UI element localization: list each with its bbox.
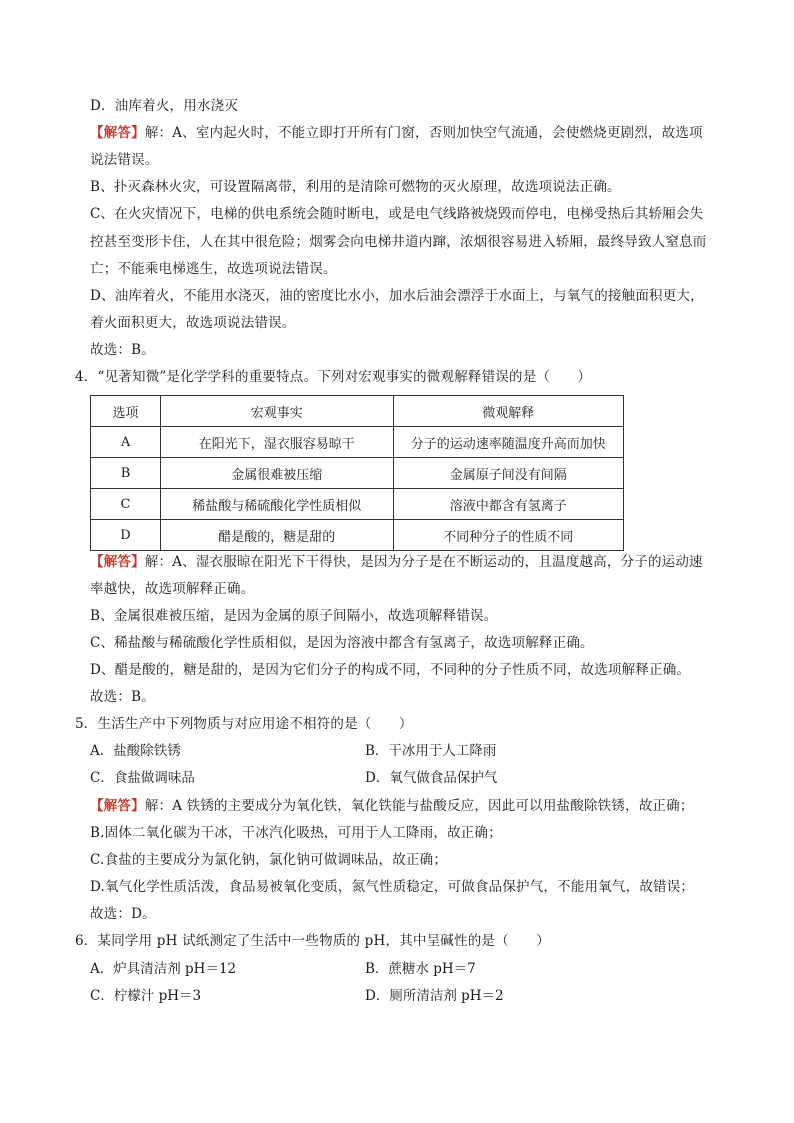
q4-answer-line-1: 【解答】解：A、湿衣服晾在阳光下干得快，是因为分子是在不断运动的，且温度越高，分子的运动速 [90,554,703,570]
q5-question: 5．生活生产中下列物质与对应用途不相符的是（ ） [75,716,413,732]
table-cell: C [91,489,161,520]
q3-answer-line-6: 亡；不能乘电梯逃生，故选项说法错误。 [90,261,337,277]
q4-question: 4．“见著知微”是化学学科的重要特点。下列对宏观事实的微观解释错误的是（ ） [75,369,592,385]
q3-option-d: D．油库着火，用水浇灭 [90,98,239,114]
table-cell: 不同种分子的性质不同 [393,520,623,551]
q4-answer-line-2: 率越快，故选项解释正确。 [90,581,255,597]
q3-answer-line-5: 控甚至变形卡住，人在其中很危险；烟雾会向电梯井道内蹿，浓烟很容易进入轿厢，最终导致人窒息而 [90,234,707,250]
q5-option-c: C．食盐做调味品 [90,770,195,786]
q5-answer-line-3: C.食盐的主要成分为氯化钠，氯化钠可做调味品，故正确； [90,852,448,868]
table-row [91,427,624,458]
table-cell: 醋是酸的，糖是甜的 [161,520,393,551]
q3-answer-line-2: 说法错误。 [90,152,159,168]
table-cell: A [91,427,161,458]
q3-answer-line-7: D、油库着火，不能用水浇灭，油的密度比水小，加水后油会漂浮于水面上，与氧气的接触面积更大， [90,288,704,304]
table-row [91,458,624,489]
table-cell: B [91,458,161,489]
answer-label: 【解答】 [90,125,145,141]
q5-answer-line-5: 故选：D。 [90,906,156,922]
q4-answer-line-4: C、稀盐酸与稀硫酸化学性质相似，是因为溶液中都含有氢离子，故选项解释正确。 [90,635,594,651]
answer-label: 【解答】 [90,798,145,814]
q6-option-a: A．炉具清洁剂 pH＝12 [90,961,237,977]
table-cell: 金属原子间没有间隔 [393,458,623,489]
q3-answer-line-9: 故选：B。 [90,342,155,358]
q5-option-d: D．氧气做食品保护气 [365,770,498,786]
table-cell: 在阳光下，湿衣服容易晾干 [161,427,393,458]
table-cell: 分子的运动速率随温度升高而加快 [393,427,623,458]
q5-option-b: B．干冰用于人工降雨 [365,743,497,759]
q5-answer-line-4: D.氧气化学性质活泼，食品易被氧化变质，氮气性质稳定，可做食品保护气，不能用氧气，故错误； [90,879,695,895]
table-header: 宏观事实 [161,396,393,427]
q6-option-b: B．蔗糖水 pH＝7 [365,961,476,977]
table-row [91,520,624,551]
q5-option-a: A．盐酸除铁锈 [90,743,181,759]
q4-answer-line-6: 故选：B。 [90,689,155,705]
q5-answer-line-1: 【解答】解：A 铁锈的主要成分为氧化铁，氧化铁能与盐酸反应，因此可以用盐酸除铁锈，故正确； [90,798,694,814]
q3-answer-line-8: 着火面积更大，故选项说法错误。 [90,315,296,331]
q4-table [90,395,624,551]
answer-label: 【解答】 [90,554,145,570]
table-cell: 溶液中都含有氢离子 [393,489,623,520]
table-header-row [91,396,624,427]
table-header: 选项 [91,396,161,427]
q6-question: 6．某同学用 pH 试纸测定了生活中一些物质的 pH，其中呈碱性的是（ ） [75,933,550,949]
q6-option-c: C．柠檬汁 pH＝3 [90,988,202,1004]
q6-option-d: D．厕所清洁剂 pH＝2 [365,988,504,1004]
table-cell: D [91,520,161,551]
q5-answer-line-2: B.固体二氧化碳为干冰，干冰汽化吸热，可用于人工降雨，故正确； [90,825,502,841]
q3-answer-line-1: 【解答】解：A、室内起火时，不能立即打开所有门窗，否则加快空气流通，会使燃烧更剧烈，故选项 [90,125,703,141]
table-row [91,489,624,520]
q3-answer-line-4: C、在火灾情况下，电梯的供电系统会随时断电，或是电气线路被烧毁而停电，电梯受热后其轿厢会失 [90,206,704,222]
table-cell: 稀盐酸与稀硫酸化学性质相似 [161,489,393,520]
q4-answer-line-5: D、醋是酸的，糖是甜的，是因为它们分子的构成不同，不同种的分子性质不同，故选项解释正确。 [90,662,691,678]
q4-answer-line-3: B、金属很难被压缩，是因为金属的原子间隔小，故选项解释错误。 [90,608,498,624]
q3-answer-line-3: B、扑灭森林火灾，可设置隔离带，利用的是清除可燃物的灭火原理，故选项说法正确。 [90,179,621,195]
table-cell: 金属很难被压缩 [161,458,393,489]
table-header: 微观解释 [393,396,623,427]
